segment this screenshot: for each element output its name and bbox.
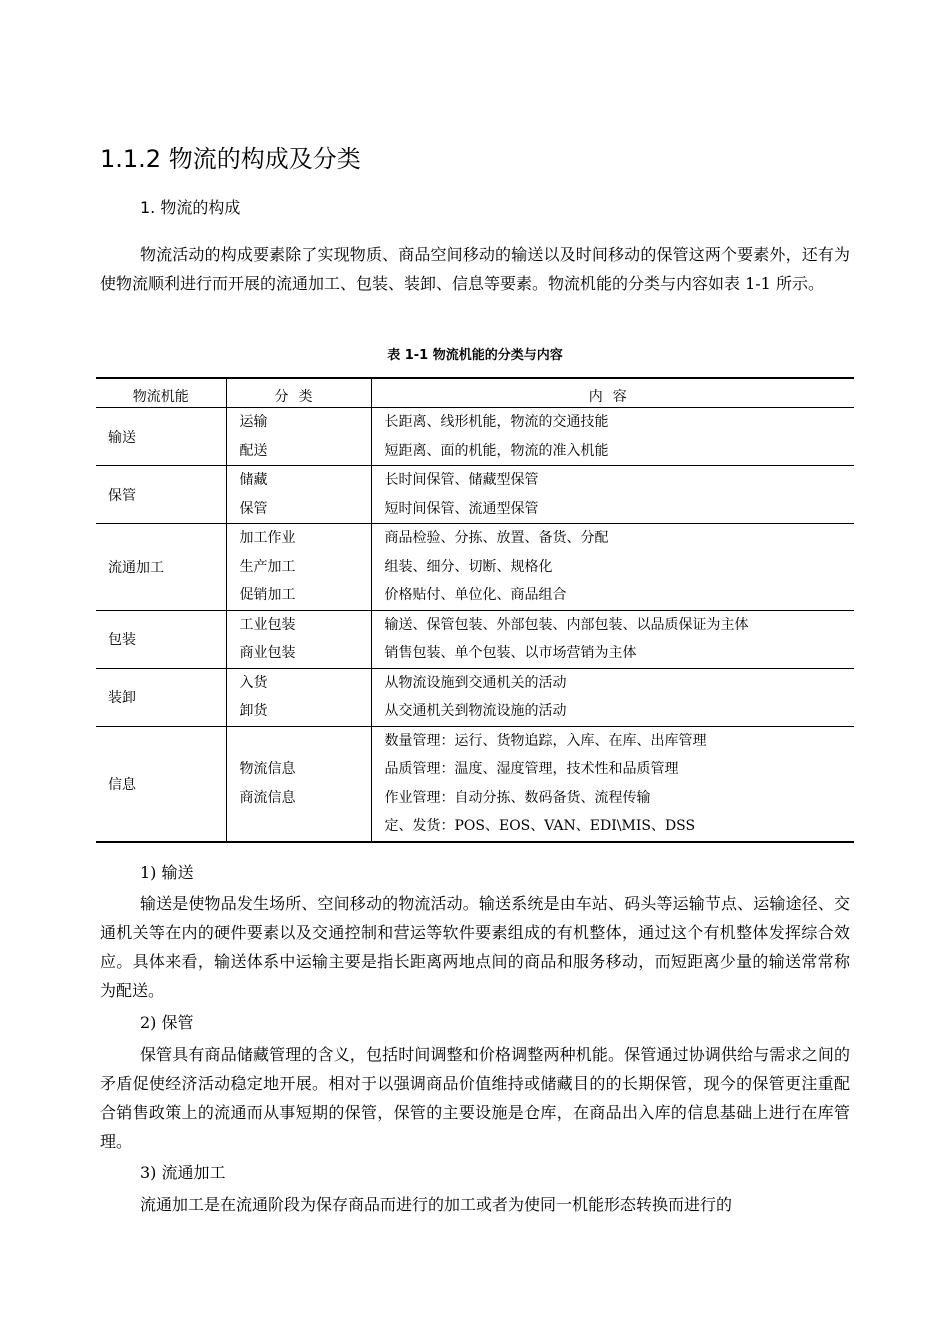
table-row xyxy=(96,726,854,842)
category-line: 卸货 xyxy=(239,703,268,719)
table-row xyxy=(96,610,854,668)
section-title: 1.1.2 物流的构成及分类 xyxy=(100,145,361,173)
function-cell: 装卸 xyxy=(96,668,226,726)
category-cell xyxy=(226,524,371,611)
table-caption: 表 1-1 物流机能的分类与内容 xyxy=(387,348,563,363)
content-line: 品质管理：温度、湿度管理，技术性和品质管理 xyxy=(384,761,679,777)
category-cell xyxy=(226,726,371,842)
content-line: 从物流设施到交通机关的活动 xyxy=(384,674,567,691)
content-cell xyxy=(371,408,854,466)
item-heading-transport: 1) 输送 xyxy=(140,863,194,882)
content-line: 长距离、线形机能，物流的交通技能 xyxy=(384,414,609,430)
function-cell: 流通加工 xyxy=(96,524,226,611)
function-cell: 输送 xyxy=(96,408,226,466)
content-line: 组装、细分、切断、规格化 xyxy=(384,558,553,575)
subsection-title: 1. 物流的构成 xyxy=(140,198,241,217)
category-line: 运输 xyxy=(239,414,268,430)
content-line: 从交通机关到物流设施的活动 xyxy=(384,703,567,719)
content-line: 长时间保管、储藏型保管 xyxy=(384,472,539,488)
content-line: 作业管理：自动分拣、数码备货、流程传输 xyxy=(384,789,651,806)
category-line: 储藏 xyxy=(239,472,268,488)
category-line: 商业包装 xyxy=(239,645,296,661)
table-row xyxy=(96,668,854,726)
content-line: 销售包装、单个包装、以市场营销为主体 xyxy=(384,645,637,661)
category-line: 生产加工 xyxy=(239,558,296,575)
category-line: 入货 xyxy=(239,674,268,691)
category-cell xyxy=(226,466,371,524)
logistics-function-table xyxy=(96,377,854,843)
content-line: 短距离、面的机能，物流的准入机能 xyxy=(384,442,609,459)
item-paragraph-processing: 流通加工是在流通阶段为保存商品而进行的加工或者为使同一机能形态转换而进行的 xyxy=(140,1195,733,1214)
category-cell xyxy=(226,610,371,668)
header-content: 内容 xyxy=(371,378,854,408)
content-line: 数量管理：运行、货物追踪，入库、在库、出库管理 xyxy=(384,732,707,749)
category-line: 促销加工 xyxy=(239,587,296,603)
content-line: 价格贴付、单位化、商品组合 xyxy=(384,587,567,603)
content-cell xyxy=(371,466,854,524)
category-line: 工业包装 xyxy=(239,616,296,633)
content-cell xyxy=(371,726,854,842)
intro-paragraph: 物流活动的构成要素除了实现物质、商品空间移动的输送以及时间移动的保管这两个要素外，还有为使物流顺利进行而开展的流通加工、包装、装卸、信息等要素。物流机能的分类与内容如表 1-1 所示。 xyxy=(100,245,850,293)
function-cell: 信息 xyxy=(96,726,226,842)
header-category: 分类 xyxy=(226,378,371,408)
content-cell xyxy=(371,668,854,726)
table-header-row xyxy=(96,378,854,408)
item-paragraph-storage: 保管具有商品储藏管理的含义，包括时间调整和价格调整两种机能。保管通过协调供给与需求之间的矛盾促使经济活动稳定地开展。相对于以强调商品价值维持或储藏目的的长期保管，现今的保管更注重配合销售政策上的流通而从事短期的保管，保管的主要设施是仓库，在商品出入库的信息基础上进行在库管理。 xyxy=(100,1045,850,1151)
item-heading-storage: 2) 保管 xyxy=(140,1013,194,1032)
content-line: 商品检验、分拣、放置、备货、分配 xyxy=(384,530,609,546)
header-function: 物流机能 xyxy=(96,378,226,408)
table-row xyxy=(96,466,854,524)
category-line: 加工作业 xyxy=(239,530,296,546)
content-line: 短时间保管、流通型保管 xyxy=(384,500,539,517)
content-cell xyxy=(371,524,854,611)
table-row xyxy=(96,524,854,611)
function-cell: 保管 xyxy=(96,466,226,524)
item-paragraph-transport: 输送是使物品发生场所、空间移动的物流活动。输送系统是由车站、码头等运输节点、运输途径、交通机关等在内的硬件要素以及交通控制和营运等软件要素组成的有机整体，通过这个有机整体发挥综合效应。具体来看，输送体系中运输主要是指长距离两地点间的商品和服务移动，而短距离少量的输送常常称为配送。 xyxy=(100,894,850,1000)
content-line: 定、发货：POS、EOS、VAN、EDI\MIS、DSS xyxy=(384,818,696,834)
category-line: 物流信息 xyxy=(239,761,296,777)
function-cell: 包装 xyxy=(96,610,226,668)
content-cell xyxy=(371,610,854,668)
content-line: 输送、保管包装、外部包装、内部包装、以品质保证为主体 xyxy=(384,616,749,633)
category-cell xyxy=(226,668,371,726)
table-row xyxy=(96,408,854,466)
item-heading-processing: 3) 流通加工 xyxy=(140,1163,226,1182)
category-line: 配送 xyxy=(239,442,268,459)
category-line: 保管 xyxy=(239,500,268,517)
category-cell xyxy=(226,408,371,466)
category-line: 商流信息 xyxy=(239,789,296,806)
